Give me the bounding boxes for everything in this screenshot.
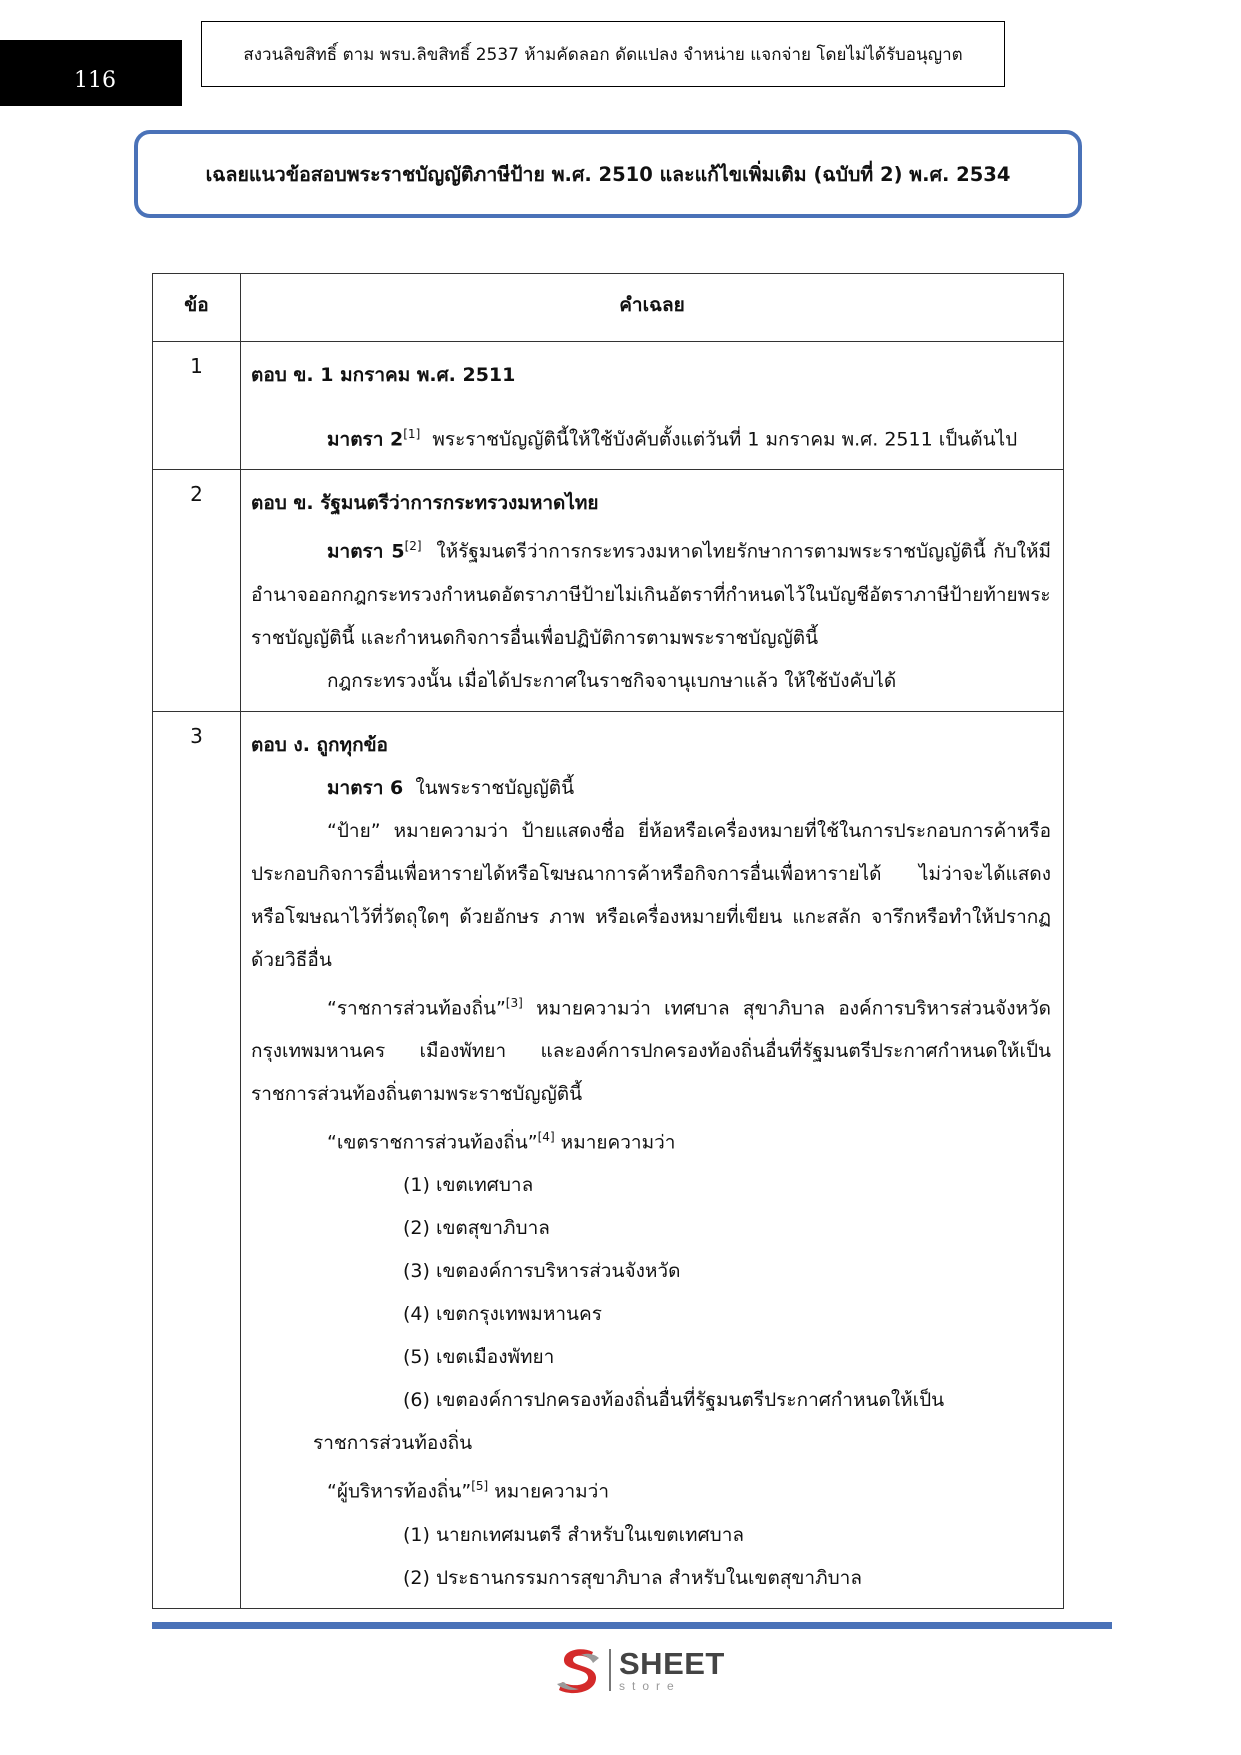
section-label: มาตรา 6 <box>327 776 404 799</box>
question-number: 1 <box>153 342 241 470</box>
answer-cell <box>241 470 1064 711</box>
header-no: ข้อ <box>153 274 241 342</box>
definition-term: “ผู้บริหารท้องถิ่น” <box>327 1480 472 1503</box>
copyright-notice-box <box>201 21 1005 87</box>
logo-s-icon <box>553 1644 605 1696</box>
question-number: 2 <box>153 470 241 711</box>
definition-text: หมายความว่า เทศบาล สุขาภิบาล องค์การบริหารส่วนจังหวัด กรุงเทพมหานคร เมืองพัทยา และองค์การปกครองท้องถิ่นอื่นที่รัฐมนตรีประกาศกำหนดให้เป็นราชการส่วนท้องถิ่นตามพระราชบัญญัตินี้ <box>251 996 1052 1105</box>
footnote-ref: [2] <box>404 539 422 554</box>
answer-table <box>152 273 1064 1609</box>
table-row <box>153 342 1064 470</box>
question-number: 3 <box>153 711 241 1608</box>
logo-sub: store <box>619 1679 681 1693</box>
definition-local-executive <box>251 1465 1051 1513</box>
answer-cell <box>241 342 1064 470</box>
logo-text <box>619 1648 725 1692</box>
section-text: ให้รัฐมนตรีว่าการกระทรวงมหาดไทยรักษาการตามพระราชบัญญัตินี้ กับให้มีอำนาจออกกฎกระทรวงกำหนดอัตราภาษีป้ายไม่เกินอัตราที่กำหนดไว้ในบัญชีอัตราภาษีป้ายท้ายพระราชบัญญัตินี้ และกำหนดกิจการอื่นเพื่อปฏิบัติการตามพระราชบัญญัตินี้ <box>251 540 1051 649</box>
list-item: (1) เขตเทศบาล <box>403 1174 534 1197</box>
sheet-store-logo <box>553 1643 733 1697</box>
answer-cell <box>241 711 1064 1608</box>
page-number: 116 <box>74 67 116 93</box>
definition-text: หมายความว่า <box>494 1480 610 1503</box>
answer-line: ตอบ ข. รัฐมนตรีว่าการกระทรวงมหาดไทย <box>251 492 599 515</box>
page-title: เฉลยแนวข้อสอบพระราชบัญญัติภาษีป้าย พ.ศ. 2510 และแก้ไขเพิ่มเติม (ฉบับที่ 2) พ.ศ. 2534 <box>205 162 1011 186</box>
section-label: มาตรา 5 <box>327 540 405 563</box>
title-box <box>134 130 1082 218</box>
answer-line: ตอบ ง. ถูกทุกข้อ <box>251 733 388 756</box>
table-row <box>153 711 1064 1608</box>
footnote-ref: [3] <box>505 995 523 1010</box>
footnote-ref: [5] <box>471 1479 489 1494</box>
logo-word: SHEET <box>619 1646 725 1681</box>
definition-sign: “ป้าย” หมายความว่า ป้ายแสดงชื่อ ยี่ห้อหรือเครื่องหมายที่ใช้ในการประกอบการค้าหรือประกอบกิจการอื่นเพื่อหารายได้หรือโฆษณาการค้าหรือกิจการอื่นเพื่อหารายได้ ไม่ว่าจะได้แสดงหรือโฆษณาไว้ที่วัตถุใดๆ ด้วยอักษร ภาพ หรือเครื่องหมายที่เขียน แกะสลัก จารึกหรือทำให้ปรากฏด้วยวิธีอื่น <box>251 819 1051 971</box>
section-paragraph <box>251 767 1051 810</box>
copyright-notice: สงวนลิขสิทธิ์ ตาม พรบ.ลิขสิทธิ์ 2537 ห้ามคัดลอก ดัดแปลง จำหน่าย แจกจ่าย โดยไม่ได้รับอนุญาต <box>243 44 963 65</box>
list-item: (6) เขตองค์การปกครองท้องถิ่นอื่นที่รัฐมนตรีประกาศกำหนดให้เป็น <box>403 1389 945 1412</box>
table-row <box>153 470 1064 711</box>
definition-term: “เขตราชการส่วนท้องถิ่น” <box>327 1131 538 1154</box>
list-item: (2) เขตสุขาภิบาล <box>403 1217 550 1240</box>
list-item: (4) เขตกรุงเทพมหานคร <box>403 1303 602 1326</box>
list-item-continuation: ราชการส่วนท้องถิ่น <box>313 1432 473 1455</box>
section-paragraph <box>251 525 1051 659</box>
section-text: พระราชบัญญัตินี้ให้ใช้บังคับตั้งแต่วันที่ 1 มกราคม พ.ศ. 2511 เป็นต้นไป <box>432 428 1018 451</box>
list-item: (1) นายกเทศมนตรี สำหรับในเขตเทศบาล <box>403 1523 745 1546</box>
definition-term: “ราชการส่วนท้องถิ่น” <box>327 996 506 1019</box>
section-paragraph-2: กฎกระทรวงนั้น เมื่อได้ประกาศในราชกิจจานุเบกษาแล้ว ให้ใช้บังคับได้ <box>327 669 897 692</box>
answer-line: ตอบ ข. 1 มกราคม พ.ศ. 2511 <box>251 364 516 386</box>
list-item: (3) เขตองค์การบริหารส่วนจังหวัด <box>403 1260 681 1283</box>
list-item: (5) เขตเมืองพัทยา <box>403 1346 555 1369</box>
definition-text: หมายความว่า <box>560 1131 676 1154</box>
definition-local-area <box>251 1116 1051 1164</box>
section-paragraph <box>251 413 1051 461</box>
definition-local-government <box>251 982 1051 1116</box>
list-item: (2) ประธานกรรมการสุขาภิบาล สำหรับในเขตสุขาภิบาล <box>403 1566 862 1589</box>
section-label: มาตรา 2 <box>327 428 404 451</box>
footer-rule <box>152 1622 1112 1629</box>
section-text: ในพระราชบัญญัตินี้ <box>415 776 575 799</box>
table-header-row <box>153 274 1064 342</box>
page-number-badge <box>0 40 182 106</box>
header-answer: คำเฉลย <box>241 274 1064 342</box>
footnote-ref: [4] <box>537 1129 555 1144</box>
logo-separator <box>609 1649 611 1691</box>
footnote-ref: [1] <box>403 427 421 441</box>
